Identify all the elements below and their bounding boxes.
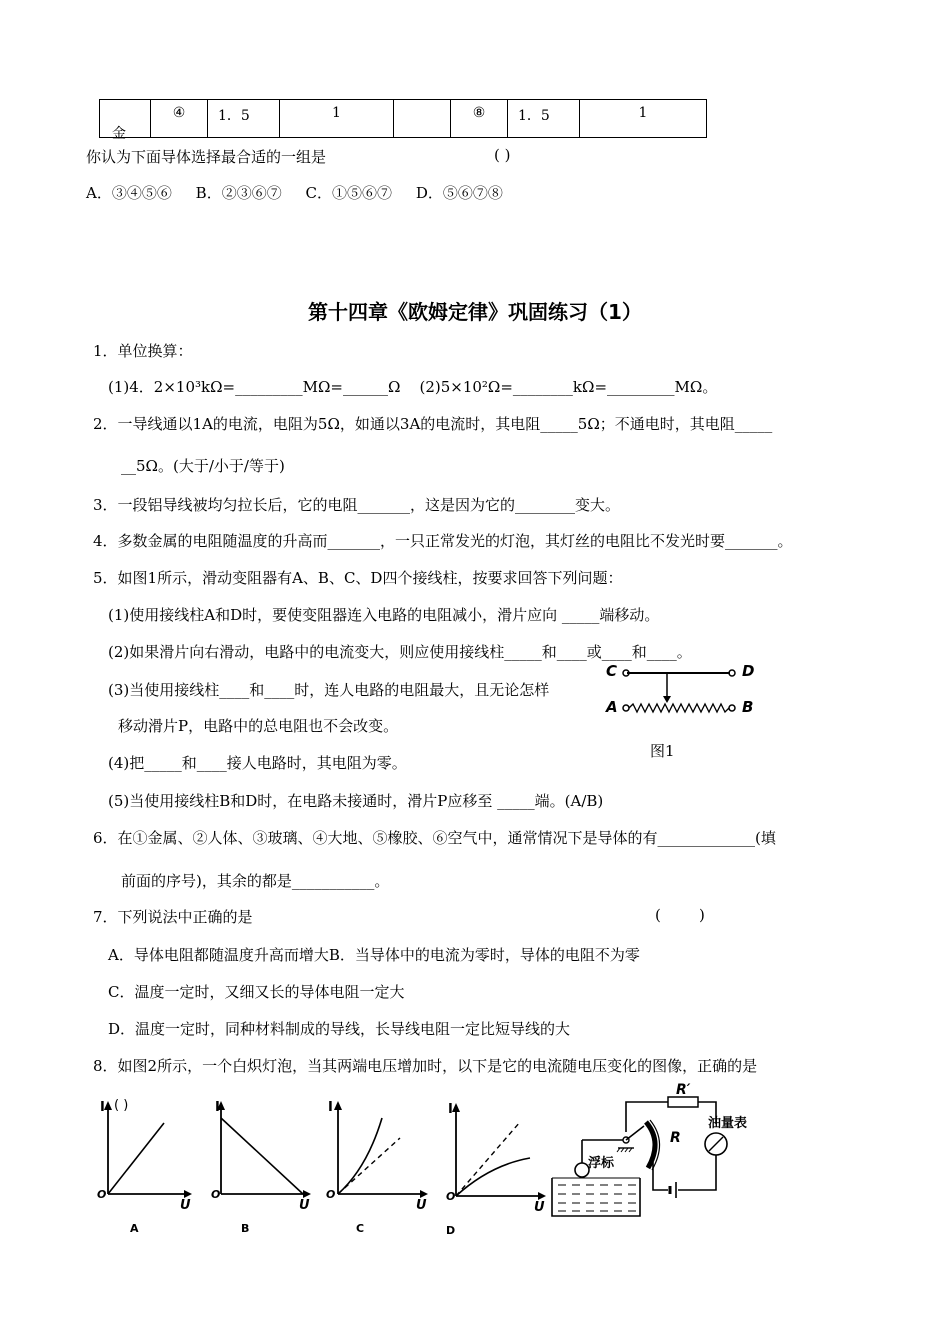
question-7: 7．下列说法中正确的是 [93, 908, 253, 926]
terminal-d-label: D [742, 662, 755, 680]
question-stem: 你认为下面导体选择最合适的一组是 [86, 148, 327, 166]
table-cell [394, 100, 451, 138]
question-5-3: (3)当使用接线柱____和____时，连人电路的电阻最大，且无论怎样 [108, 681, 550, 699]
table-row [100, 100, 707, 138]
graph-d-axis-i: I [448, 1102, 453, 1117]
graph-a-axis-u: U [180, 1198, 191, 1213]
answer-bracket: ( ) [494, 146, 511, 164]
question-2: 2．一导线通以1A的电流，电阻为5Ω，如通以3A的电流时，其电阻_____5Ω；不通电时，其电阻_____ [93, 415, 773, 433]
table-cell: 1．5 [208, 100, 280, 138]
question-2-cont: __5Ω。(大于/小于/等于) [121, 457, 285, 475]
figure-1-rheostat [602, 656, 762, 726]
terminal-c-label: C [606, 662, 618, 680]
question-7-c: C．温度一定时，又细又长的导体电阻一定大 [108, 983, 405, 1001]
table-cell: 金 [100, 100, 151, 138]
question-6: 6．在①金属、②人体、③玻璃、④大地、⑤橡胶、⑥空气中，通常情况下是导体的有_____________(填 [93, 829, 776, 847]
graph-c [322, 1098, 432, 1238]
fuel-gauge-circuit [548, 1082, 778, 1220]
graph-b-axis-i: I [215, 1100, 220, 1115]
graph-a-axis-i: I [100, 1100, 105, 1115]
question-5-1: (1)使用接线柱A和D时，要使变阻器连入电路的电阻减小，滑片应向 _____端移动。 [108, 606, 660, 624]
table-cell: 1 [580, 100, 707, 138]
graph-d [440, 1100, 550, 1240]
table-cell: ④ [151, 100, 208, 138]
table-cell: 1 [280, 100, 394, 138]
table-cell: ⑧ [451, 100, 508, 138]
graph-c-axis-i: I [328, 1100, 333, 1115]
question-7-ab: A．导体电阻都随温度升高而增大B．当导体中的电流为零时，导体的电阻不为零 [108, 946, 640, 964]
page-title: 第十四章《欧姆定律》巩固练习（1） [308, 300, 642, 324]
graph-a-origin: O [97, 1188, 107, 1201]
question-5-2: (2)如果滑片向右滑动，电路中的电流变大，则应使用接线柱_____和____或____和____。 [108, 643, 692, 661]
fuel-meter-label: 油量表 [708, 1116, 748, 1131]
float-label: 浮标 [588, 1156, 615, 1171]
question-8: 8．如图2所示，一个白炽灯泡，当其两端电压增加时，以下是它的电流随电压变化的图像，正确的是 [93, 1057, 758, 1075]
graph-d-letter: D [446, 1224, 456, 1237]
r-prime-label: R′ [676, 1082, 691, 1098]
graph-d-axis-u: U [534, 1200, 545, 1215]
question-7-d: D．温度一定时，同种材料制成的导线，长导线电阻一定比短导线的大 [108, 1020, 571, 1038]
graph-b-origin: O [211, 1188, 221, 1201]
graph-a-bracket: ( ) [114, 1098, 129, 1113]
question-5-3-cont: 移动滑片P，电路中的总电阻也不会改变。 [118, 717, 399, 735]
question-5-4: (4)把_____和____接人电路时，其电阻为零。 [108, 754, 407, 772]
graph-c-origin: O [326, 1188, 336, 1201]
terminal-b-label: B [742, 698, 754, 716]
conductor-table [99, 99, 707, 142]
graph-c-letter: C [356, 1222, 365, 1235]
table-cell: 1．5 [508, 100, 580, 138]
graph-b [205, 1098, 315, 1238]
answer-options: A．③④⑤⑥ B．②③⑥⑦ C．①⑤⑥⑦ D．⑤⑥⑦⑧ [86, 184, 503, 202]
graph-d-origin: O [446, 1190, 456, 1203]
q7-bracket: ( ) [655, 906, 705, 924]
question-6-cont: 前面的序号)，其余的都是___________。 [121, 872, 390, 890]
question-3: 3．一段铝导线被均匀拉长后，它的电阻_______，这是因为它的________变大。 [93, 496, 621, 514]
graph-b-letter: B [241, 1222, 250, 1235]
question-1-items: (1)4．2×10³kΩ=_________MΩ=______Ω (2)5×10²Ω=________kΩ=_________MΩ。 [108, 378, 718, 396]
figure-1-caption: 图1 [650, 742, 675, 760]
question-1: 1．单位换算： [93, 342, 193, 360]
graph-a [94, 1098, 194, 1238]
question-5-5: (5)当使用接线柱B和D时，在电路未接通时，滑片P应移至 _____端。(A/B) [108, 792, 604, 810]
question-5: 5．如图1所示，滑动变阻器有A、B、C、D四个接线柱，按要求回答下列问题： [93, 569, 623, 587]
terminal-a-label: A [606, 698, 618, 716]
question-4: 4．多数金属的电阻随温度的升高而_______，一只正常发光的灯泡，其灯丝的电阻比不发光时要_______。 [93, 532, 793, 550]
graph-c-axis-u: U [416, 1198, 427, 1213]
r-label: R [670, 1130, 681, 1146]
graph-b-axis-u: U [299, 1198, 310, 1213]
graph-a-letter: A [130, 1222, 139, 1235]
